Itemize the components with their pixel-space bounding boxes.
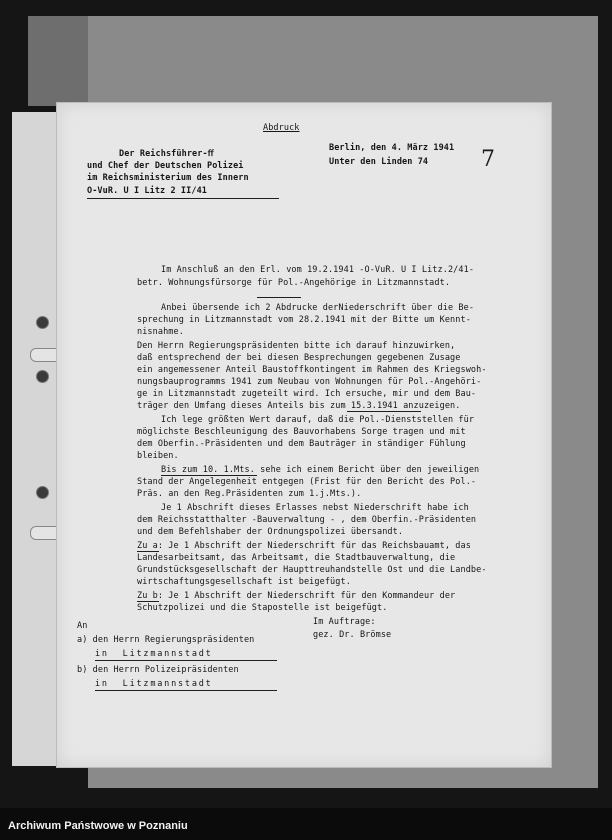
deadline-underline <box>347 411 421 412</box>
body-line: dem Oberfin.-Präsidenten und dem Bauträger in ständiger Fühlung <box>137 439 466 449</box>
body-line: sprechung in Litzmannstadt vom 28.2.1941 mit der Bitte um Kennt- <box>137 315 471 325</box>
header-mark: Abdruck <box>263 123 300 133</box>
body-line: ein angemessener Anteil Baustoffkontingent im Rahmen des Kriegswoh- <box>137 365 487 375</box>
body-line: Zu a: Je 1 Abschrift der Niederschrift für das Reichsbauamt, das <box>137 541 471 551</box>
body-line: daß entsprechend der bei diesen Besprechungen gegebenen Zusage <box>137 353 461 363</box>
background-sheet-edge <box>28 16 88 106</box>
recipient-b-city: in Litzmannstadt <box>95 679 213 689</box>
sender-line-2: und Chef der Deutschen Polizei <box>87 161 244 171</box>
recipient-a-city: in Litzmannstadt <box>95 649 213 659</box>
sender-rule <box>87 198 279 199</box>
body-line: nisnahme. <box>137 327 184 337</box>
place-date: Berlin, den 4. März 1941 <box>329 143 455 153</box>
recipient-a-underline <box>95 660 277 661</box>
body-line: und dem Befehlshaber der Ordnungspolizei übersandt. <box>137 527 404 537</box>
body-line: ge in Litzmannstadt zugeteilt wird. Ich ersuche, mir und dem Bau- <box>137 389 477 399</box>
body-line: dem Reichsstatthalter -Bauverwaltung - , dem Oberfin.-Präsidenten <box>137 515 477 525</box>
body-line: Je 1 Abschrift dieses Erlasses nebst Niederschrift habe ich <box>161 503 469 513</box>
body-line: Landesarbeitsamt, das Arbeitsamt, die Stadtbauverwaltung, die <box>137 553 456 563</box>
body-line: Schutzpolizei und die Stapostelle ist beigefügt. <box>137 603 388 613</box>
body-line: Zu b: Je 1 Abschrift der Niederschrift für den Kommandeur der <box>137 591 456 601</box>
archive-label: Archiwum Państwowe w Poznaniu <box>8 820 188 832</box>
subject-line: betr. Wohnungsfürsorge für Pol.-Angehörige in Litzmannstadt. <box>137 278 451 288</box>
body-line: nungsbauprogramms 1941 zum Neubau von Wohnungen für Pol.-Angehöri- <box>137 377 482 387</box>
signature-name: gez. Dr. Brömse <box>313 630 392 640</box>
punch-hole <box>36 316 49 329</box>
body-line: möglichste Beschleunigung des Bauvorhabens Sorge tragen und mit <box>137 427 466 437</box>
sender-line-1: Der Reichsführer-ﬀ <box>119 149 214 159</box>
recipients-heading: An <box>77 621 88 631</box>
body-line: träger den Umfang dieses Anteils bis zum 15.3.1941 anzuzeigen. <box>137 401 461 411</box>
address: Unter den Linden 74 <box>329 157 429 167</box>
item-b-underline <box>137 601 159 602</box>
reference-line: Im Anschluß an den Erl. vom 19.2.1941 -O-VuR. U I Litz.2/41- <box>161 265 475 275</box>
report-date-underline <box>161 475 257 476</box>
file-reference: O-VuR. U I Litz 2 II/41 <box>87 186 208 196</box>
item-a-underline <box>137 551 159 552</box>
body-line: Anbei übersende ich 2 Abdrucke derNiederschrift über die Be- <box>161 303 475 313</box>
punch-hole <box>36 486 49 499</box>
signature-authority: Im Auftrage: <box>313 617 376 627</box>
recipient-a: a) den Herrn Regierungspräsidenten <box>77 635 255 645</box>
body-line: Bis zum 10. 1.Mts. sehe ich einem Bericht über den jeweiligen <box>161 465 480 475</box>
recipient-b-underline <box>95 690 277 691</box>
body-line: Grundstücksgesellschaft der Haupttreuhandstelle Ost und die Landbe- <box>137 565 487 575</box>
sender-line-3: im Reichsministerium des Innern <box>87 173 249 183</box>
body-line: Stand der Angelegenheit entgegen (Frist für den Bericht des Pol.- <box>137 477 477 487</box>
body-line: Ich lege größten Wert darauf, daß die Pol.-Dienststellen für <box>161 415 475 425</box>
body-line: wirtschaftungsgesellschaft ist beigefügt. <box>137 577 351 587</box>
document-page <box>56 102 552 768</box>
subject-separator <box>257 297 301 298</box>
body-line: Präs. an den Reg.Präsidenten zum 1.j.Mts.). <box>137 489 362 499</box>
body-line: bleiben. <box>137 451 179 461</box>
recipient-b: b) den Herrn Polizeipräsidenten <box>77 665 239 675</box>
folio-number: 7 <box>481 147 495 172</box>
archive-footer <box>0 808 612 840</box>
body-line: Den Herrn Regierungspräsidenten bitte ich darauf hinzuwirken, <box>137 341 456 351</box>
punch-hole <box>36 370 49 383</box>
